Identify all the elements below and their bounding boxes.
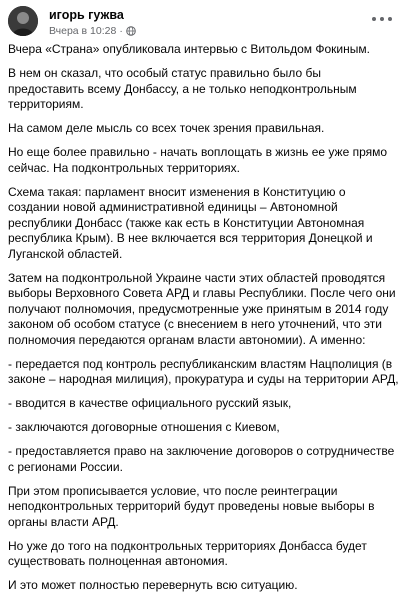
- more-options-icon[interactable]: [372, 12, 392, 26]
- post-paragraph: Затем на подконтрольной Украине части этих областей проводятся выборы Верховного Совета АРД и главы Республики. После чего они получают полномочия, предусмотренные уже принятым в 2014 году законом об особом статусе (с внесением в него уточнений, что эти полномочия передаются органам власти автономии). А именно:: [8, 270, 396, 347]
- post-timestamp[interactable]: Вчера в 10:28: [49, 25, 117, 37]
- meta-separator: ·: [119, 25, 123, 37]
- avatar[interactable]: [8, 6, 38, 36]
- author-name[interactable]: игорь гужва: [49, 8, 124, 22]
- post-paragraph: - заключаются договорные отношения с Киевом,: [8, 420, 280, 434]
- post-paragraph: - передается под контроль республиканским властям Нацполиция (в законе – народная милиция), прокуратура и суды на территории АРД,: [8, 356, 399, 386]
- post-paragraph: Но уже до того на подконтрольных территориях Донбасса будет существовать полноценная автономия.: [8, 538, 367, 568]
- globe-icon[interactable]: [126, 26, 136, 36]
- post-paragraph: При этом прописывается условие, что после реинтеграции неподконтрольных территорий будут проведены новые выборы в органы власти АРД.: [8, 483, 375, 529]
- post-paragraph: Схема такая: парламент вносит изменения в Конституцию о создании новой административной единицы – Автономной республики Донбасс (также как есть в Конституции Автономная республика Крым). В нее включается вся территория Донецкой и Луганской областей.: [8, 184, 373, 261]
- post-paragraph: И это может полностью перевернуть всю ситуацию.: [8, 578, 298, 592]
- post-header: [8, 6, 406, 40]
- post-text: [8, 42, 400, 602]
- post-paragraph: На самом деле мысль со всех точек зрения правильная.: [8, 121, 325, 135]
- post-paragraph: Вчера «Страна» опубликовала интервью с Витольдом Фокиным.: [8, 42, 370, 56]
- post-paragraph: Но еще более правильно - начать воплощать в жизнь ее уже прямо сейчас. На подконтрольных территориях.: [8, 145, 388, 175]
- post-paragraph: - предоставляется право на заключение договоров о сотрудничестве с регионами России.: [8, 444, 395, 474]
- post-meta: [49, 25, 136, 37]
- post-paragraph: - вводится в качестве официального русский язык,: [8, 396, 292, 410]
- post-paragraph: В нем он сказал, что особый статус правильно было бы предоставить всему Донбассу, а не только неподконтрольным территориям.: [8, 66, 357, 111]
